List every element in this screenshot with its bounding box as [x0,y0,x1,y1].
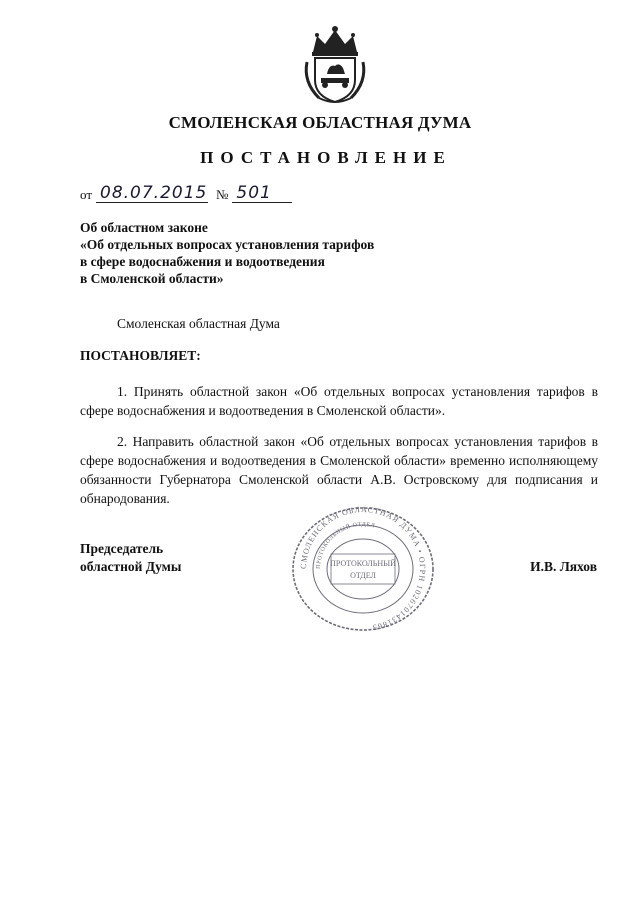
number-value: 501 [232,184,292,203]
seal-inner-text: ПРОТОКОЛЬНЫЙ ОТДЕЛ [315,521,376,570]
title-line: в Смоленской области» [80,271,224,286]
seal-center-text: ОТДЕЛ [350,571,376,580]
title-line: в сфере водоснабжения и водоотведения [80,254,325,269]
signer-position: Председатель [80,541,164,556]
signer-position: областной Думы [80,559,182,574]
number-prefix: № [216,187,229,202]
resolution-item: 1. Принять областной закон «Об отдельных вопросах установления тарифов в сфере водоснабжения и водоотведения в Смоленской области». [80,384,598,418]
resolution-item: 2. Направить областной закон «Об отдельных вопросах установления тарифов в сфере водоснабжения и водоотведения в Смоленской области» временно исполняющему обязанности Губернатора Смоленской области А.В. Островскому для подписания и обнародования. [80,434,598,506]
assembly-name: Смоленская областная Дума [117,316,280,331]
organization-name: СМОЛЕНСКАЯ ОБЛАСТНАЯ ДУМА [168,113,472,132]
title-line: Об областном законе [80,220,208,235]
coat-of-arms-icon [299,22,371,106]
date-number-line [80,184,292,203]
resolves-heading: ПОСТАНОВЛЯЕТ: [80,348,201,363]
date-value: 08.07.2015 [96,184,208,203]
date-prefix: от [80,187,93,202]
title-line: «Об отдельных вопросах установления тарифов [80,237,375,252]
seal-center-text: ПРОТОКОЛЬНЫЙ [330,559,396,568]
official-seal-stamp [290,506,436,632]
seal-outer-text: СМОЛЕНСКАЯ ОБЛАСТНАЯ ДУМА • ОГРН 1026701431865 [298,506,428,632]
document-type-heading: ПОСТАНОВЛЕНИЕ [200,148,452,167]
signer-name: И.В. Ляхов [530,559,597,574]
